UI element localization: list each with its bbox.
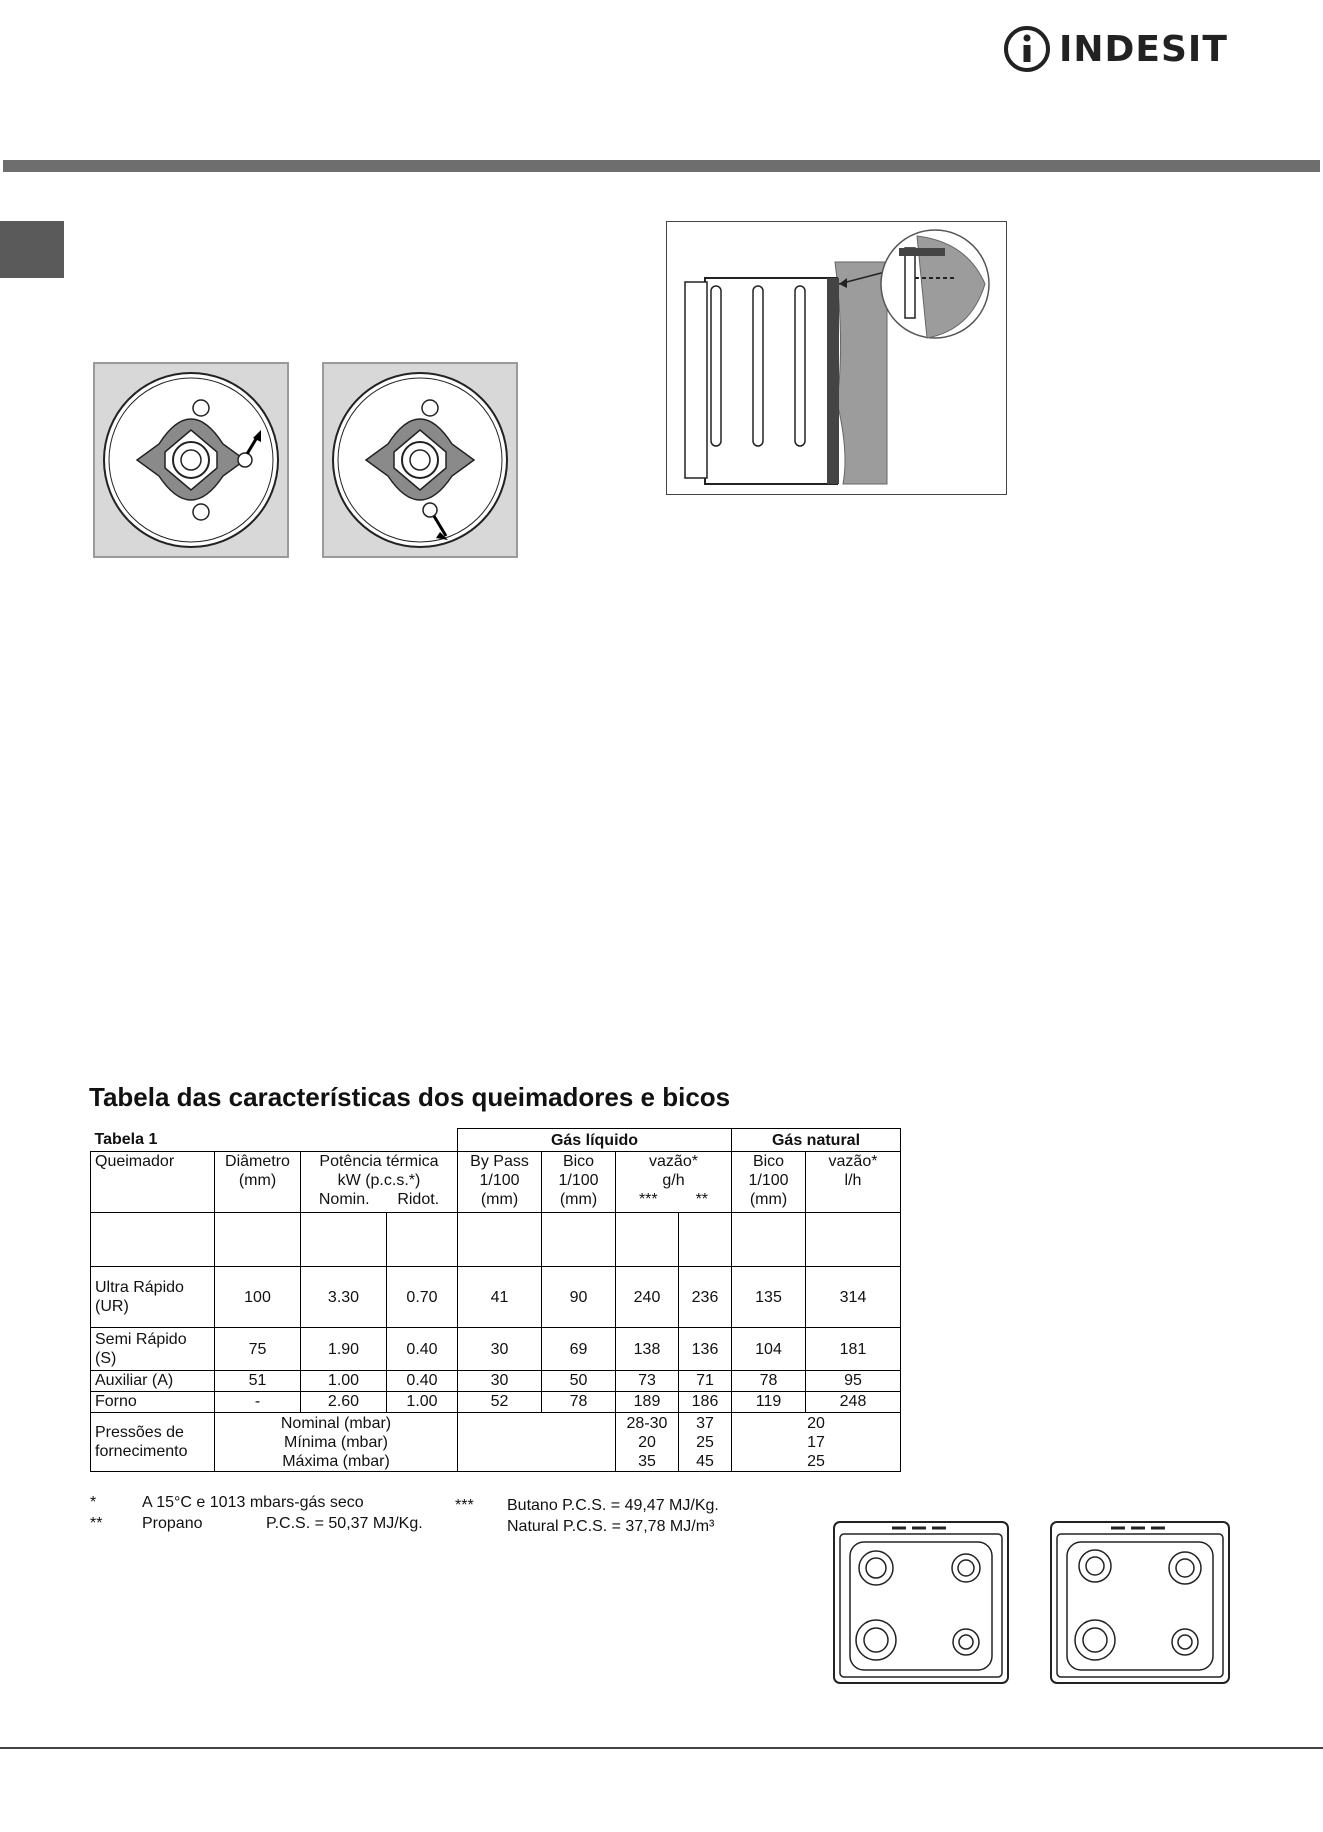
cell-nozzle-natural: 104 <box>732 1328 806 1371</box>
cell-flow-butane: 138 <box>616 1328 679 1371</box>
cell-flow-natural: 248 <box>806 1392 901 1413</box>
header-flow-natural-line1: vazão* <box>828 1153 878 1170</box>
header-flow-propane: ** <box>695 1191 709 1208</box>
pressures-butane <box>616 1413 679 1472</box>
row-burner-line2: (S) <box>95 1350 117 1367</box>
header-flow-butane: *** <box>638 1191 658 1208</box>
hob-layout-left <box>832 1520 1010 1685</box>
cell-flow-propane: 71 <box>679 1371 732 1392</box>
header-nozzle-liquid <box>542 1152 616 1213</box>
pressures-propane <box>679 1413 732 1472</box>
table-title: Tabela das características dos queimadores e bicos <box>89 1082 731 1112</box>
indesit-logo-icon <box>1003 24 1051 74</box>
cell-nozzle-natural: 135 <box>732 1267 806 1328</box>
header-bypass-line1: By Pass <box>470 1153 529 1170</box>
table-spacer-row <box>91 1213 901 1267</box>
cell-flow-butane: 73 <box>616 1371 679 1392</box>
cell-bypass: 52 <box>458 1392 542 1413</box>
pressures-names <box>215 1413 458 1472</box>
pressures-label <box>91 1413 215 1472</box>
table-caption-row <box>91 1129 901 1152</box>
burner-injector-figure <box>324 364 516 556</box>
cell-bypass: 41 <box>458 1267 542 1328</box>
table-row <box>91 1392 901 1413</box>
cell-flow-propane: 236 <box>679 1267 732 1328</box>
language-tab <box>0 221 64 278</box>
header-ridot: Ridot. <box>397 1191 440 1208</box>
footnote-1-text: A 15°C e 1013 mbars-gás seco <box>142 1494 364 1511</box>
header-nomin: Nomin. <box>318 1191 370 1208</box>
row-burner-name: Auxiliar (A) <box>91 1371 215 1392</box>
pressure-minimum: Mínima (mbar) <box>283 1433 388 1451</box>
pressure-butane-minimum: 20 <box>638 1433 656 1451</box>
footnote-4 <box>507 1518 714 1536</box>
pressures-natural <box>732 1413 901 1472</box>
header-nozzle-natural-line3: (mm) <box>749 1191 788 1208</box>
cell-nozzle-natural: 78 <box>732 1371 806 1392</box>
row-burner-line1: Ultra Rápido <box>95 1279 184 1296</box>
pressure-nominal: Nominal (mbar) <box>280 1414 392 1432</box>
header-burner-text: Queimador <box>95 1153 175 1170</box>
cell-nozzle-liquid: 78 <box>542 1392 616 1413</box>
table-caption: Tabela 1 <box>91 1129 458 1152</box>
cell-flow-butane: 240 <box>616 1267 679 1328</box>
table-row <box>91 1267 901 1328</box>
cell-nomin: 2.60 <box>301 1392 387 1413</box>
table-header-row <box>91 1152 901 1213</box>
header-flow-liquid <box>616 1152 732 1213</box>
cell-ridot: 0.70 <box>387 1267 458 1328</box>
cell-diameter: 51 <box>215 1371 301 1392</box>
cell-ridot: 0.40 <box>387 1371 458 1392</box>
table-row <box>91 1371 901 1392</box>
cell-flow-butane: 189 <box>616 1392 679 1413</box>
header-burner <box>91 1152 215 1213</box>
header-nozzle-liquid-line1: Bico <box>562 1153 595 1170</box>
cell-diameter: 100 <box>215 1267 301 1328</box>
burner-injector-figure <box>95 364 287 556</box>
footnote-3 <box>455 1497 719 1515</box>
cell-nomin: 1.00 <box>301 1371 387 1392</box>
header-nozzle-natural-line1: Bico <box>752 1153 785 1170</box>
burner-figure-left <box>93 362 289 558</box>
header-bypass-line3: (mm) <box>480 1191 519 1208</box>
row-burner-name <box>91 1267 215 1328</box>
header-thermal <box>301 1152 458 1213</box>
header-nozzle-liquid-line3: (mm) <box>559 1191 598 1208</box>
pressure-propane-maximum: 45 <box>696 1452 714 1470</box>
header-flow-liquid-line2: g/h <box>662 1172 685 1189</box>
row-burner-line1: Semi Rápido <box>95 1331 187 1348</box>
pressure-natural-maximum: 25 <box>807 1452 825 1470</box>
cell-bypass: 30 <box>458 1328 542 1371</box>
header-flow-natural-line2: l/h <box>844 1172 862 1189</box>
pressure-maximum: Máxima (mbar) <box>282 1452 390 1470</box>
pressures-label-line2: fornecimento <box>95 1443 188 1460</box>
footer-rule <box>0 1747 1323 1749</box>
cell-nomin: 3.30 <box>301 1267 387 1328</box>
header-flow-natural <box>806 1152 901 1213</box>
footnote-1 <box>90 1494 364 1512</box>
footnote-2-text: Propano <box>142 1515 203 1532</box>
row-burner-name <box>91 1328 215 1371</box>
cell-flow-propane: 136 <box>679 1328 732 1371</box>
cell-nozzle-liquid: 50 <box>542 1371 616 1392</box>
burner-spec-table <box>90 1128 901 1472</box>
pressure-propane-nominal: 37 <box>696 1414 714 1432</box>
cell-diameter: - <box>215 1392 301 1413</box>
header-thermal-line1: Potência térmica <box>319 1153 439 1170</box>
header-diameter-line2: (mm) <box>238 1172 277 1189</box>
pressure-natural-minimum: 17 <box>807 1433 825 1451</box>
footnote-2-mark: ** <box>90 1515 103 1532</box>
row-burner-name: Forno <box>91 1392 215 1413</box>
pressure-butane-nominal: 28-30 <box>626 1414 668 1432</box>
header-flow-liquid-line1: vazão* <box>649 1153 698 1170</box>
header-rule <box>3 160 1320 172</box>
cell-flow-natural: 314 <box>806 1267 901 1328</box>
cell-nomin: 1.90 <box>301 1328 387 1371</box>
brand-logo <box>1003 22 1228 76</box>
header-diameter <box>215 1152 301 1213</box>
table-row-pressures <box>91 1413 901 1472</box>
burner-figure-right <box>322 362 518 558</box>
cell-nozzle-liquid: 90 <box>542 1267 616 1328</box>
pressure-butane-maximum: 35 <box>638 1452 656 1470</box>
header-bypass <box>458 1152 542 1213</box>
footnote-2-value: P.C.S. = 50,37 MJ/Kg. <box>266 1515 423 1532</box>
hob-layout-right <box>1049 1520 1231 1685</box>
pressure-propane-minimum: 25 <box>696 1433 714 1451</box>
pressures-label-line1: Pressões de <box>95 1424 184 1441</box>
pressure-natural-nominal: 20 <box>807 1414 825 1432</box>
hob-layout-figure <box>832 1520 1010 1685</box>
header-bypass-line2: 1/100 <box>479 1172 520 1189</box>
footnote-4-text: Natural P.C.S. = 37,78 MJ/m³ <box>507 1518 715 1535</box>
cell-nozzle-natural: 119 <box>732 1392 806 1413</box>
row-burner-line2: (UR) <box>95 1298 129 1315</box>
cell-nozzle-liquid: 69 <box>542 1328 616 1371</box>
group-natural-gas: Gás natural <box>732 1129 901 1152</box>
cabinet-chain-figure <box>667 222 1006 494</box>
header-nozzle-liquid-line2: 1/100 <box>558 1172 599 1189</box>
header-thermal-line2: kW (p.c.s.*) <box>337 1172 421 1189</box>
hob-layout-figure <box>1049 1520 1231 1685</box>
pressures-empty <box>458 1413 616 1472</box>
table-row <box>91 1328 901 1371</box>
footnote-2 <box>90 1515 423 1533</box>
group-liquid-gas: Gás líquido <box>458 1129 732 1152</box>
footnote-1-mark: * <box>90 1494 97 1511</box>
header-diameter-line1: Diâmetro <box>225 1153 290 1170</box>
footnote-3-text: Butano P.C.S. = 49,47 MJ/Kg. <box>507 1497 719 1514</box>
footnote-3-mark: *** <box>455 1497 474 1514</box>
cell-flow-natural: 95 <box>806 1371 901 1392</box>
header-nozzle-natural <box>732 1152 806 1213</box>
cabinet-figure <box>666 221 1007 495</box>
header-nozzle-natural-line2: 1/100 <box>748 1172 789 1189</box>
cell-ridot: 1.00 <box>387 1392 458 1413</box>
brand-name: INDESIT <box>1059 28 1228 70</box>
cell-diameter: 75 <box>215 1328 301 1371</box>
cell-ridot: 0.40 <box>387 1328 458 1371</box>
cell-flow-propane: 186 <box>679 1392 732 1413</box>
cell-flow-natural: 181 <box>806 1328 901 1371</box>
cell-bypass: 30 <box>458 1371 542 1392</box>
